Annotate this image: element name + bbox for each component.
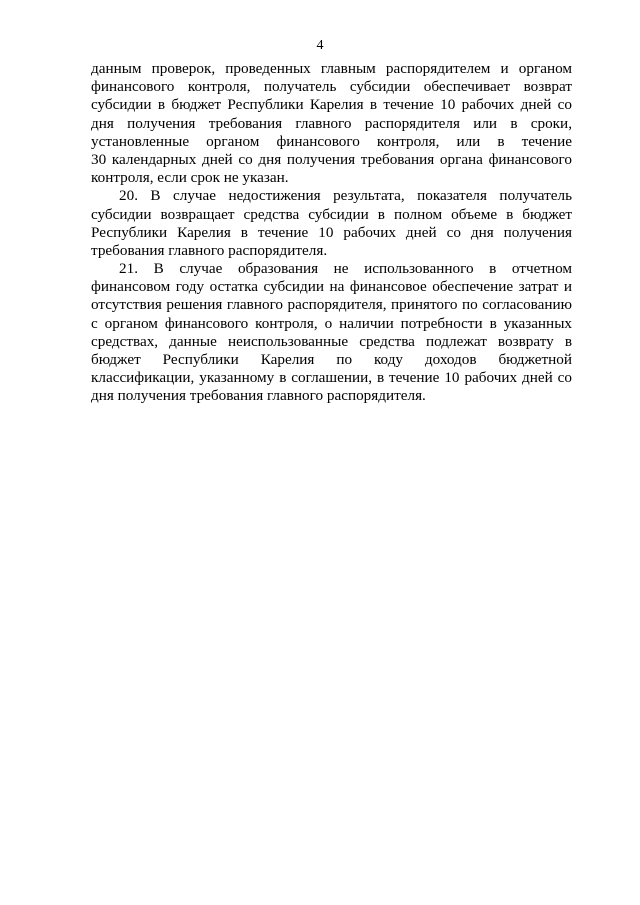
text-line: финансового контроля, получатель субсидии обеспечивает возврат xyxy=(91,78,572,96)
text-line: 20. В случае недостижения результата, показателя получатель xyxy=(119,187,572,205)
document-body xyxy=(91,60,572,406)
text-line: средствах, данные неиспользованные средства подлежат возврату в xyxy=(91,332,572,350)
text-line: отсутствия решения главного распорядителя, принятого по согласованию xyxy=(91,296,572,314)
text-line: бюджет Республики Карелия по коду доходов бюджетной xyxy=(91,351,572,368)
text-line: контроля, если срок не указан. xyxy=(91,169,289,187)
text-line: установленные органом финансового контроля, или в течение xyxy=(91,132,572,150)
text-line: Республики Карелия в течение 10 рабочих дней со дня получения xyxy=(91,223,572,241)
page-number: 4 xyxy=(316,38,324,53)
text-line: данным проверок, проведенных главным распорядителем и органом xyxy=(91,60,572,77)
text-line: субсидии в бюджет Республики Карелия в течение 10 рабочих дней со xyxy=(91,96,572,114)
text-line: требования главного распорядителя. xyxy=(91,241,328,259)
paragraph-item-21 xyxy=(91,260,572,406)
text-line: дня получения требования главного распорядителя или в сроки, xyxy=(91,114,572,132)
text-line: классификации, указанному в соглашении, в течение 10 рабочих дней со xyxy=(91,369,572,387)
paragraph-item-20 xyxy=(91,187,572,260)
paragraph-continuation xyxy=(91,60,572,187)
text-line: с органом финансового контроля, о наличии потребности в указанных xyxy=(91,314,572,332)
text-line: субсидии возвращает средства субсидии в полном объеме в бюджет xyxy=(91,205,572,223)
text-line: дня получения требования главного распорядителя. xyxy=(91,387,426,405)
text-line: 30 календарных дней со дня получения требования органа финансового xyxy=(91,150,572,168)
text-line: 21. В случае образования не использованного в отчетном xyxy=(119,260,572,278)
text-line: финансовом году остатка субсидии на финансовое обеспечение затрат и xyxy=(91,278,572,296)
